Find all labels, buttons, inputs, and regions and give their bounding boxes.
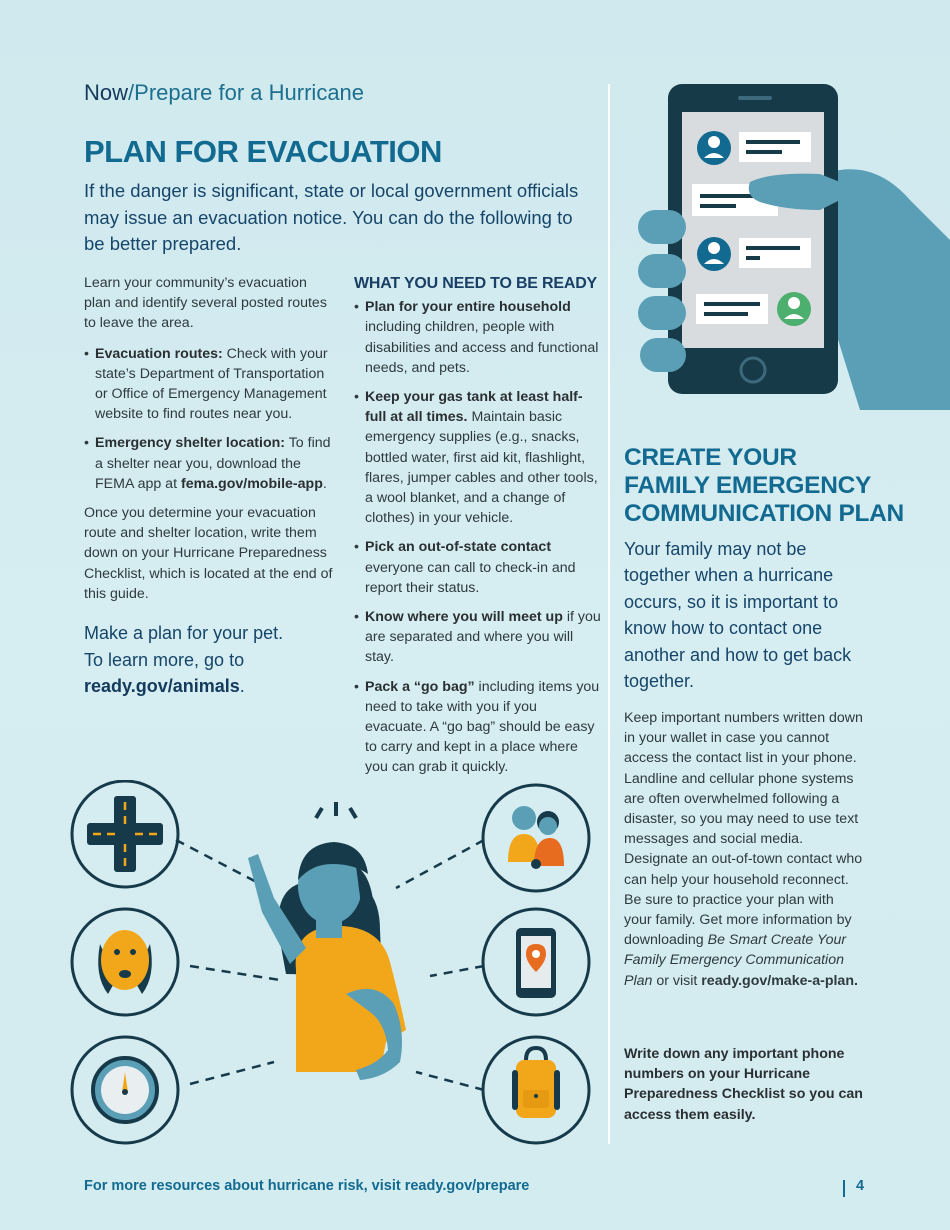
page-title: PLAN FOR EVACUATION bbox=[84, 134, 442, 169]
bullet-text: including children, people with disabilities and access and functional needs, and pets. bbox=[365, 319, 599, 376]
intro-paragraph: If the danger is significant, state or local government officials may issue an evacuation notice. You can do the following to be better prepared. bbox=[84, 180, 579, 254]
comm-body-tail: . bbox=[853, 972, 858, 989]
page-number: 4 bbox=[856, 1178, 865, 1194]
bullet-bold: Pack a “go bag” bbox=[365, 678, 475, 695]
comm-body-text: Keep important numbers written down in your wallet in case you cannot access the contact list in your phone. Landline and cellular phone systems are often overwhelmed following a disaster, so you may need to use text messages and social media. Designate an out-of-town contact who can help your household reconnect. Be sure to practice your plan with your family. Get more information by downloading bbox=[624, 710, 863, 949]
evacuation-illustration bbox=[60, 780, 600, 1150]
smartphone-chat-icon bbox=[620, 80, 950, 410]
pet-line-2: To learn more, go to bbox=[84, 649, 245, 670]
breadcrumb-separator: / bbox=[128, 80, 135, 105]
communication-body bbox=[624, 708, 864, 991]
list-item bbox=[354, 537, 602, 598]
bullet-bold: Keep your gas tank at least half-full at all times. bbox=[365, 389, 583, 426]
pet-callout bbox=[84, 620, 334, 700]
bullet-bold: Know where you will meet up bbox=[365, 609, 563, 626]
comm-body-mid: or visit bbox=[652, 972, 702, 989]
communication-intro: Your family may not be together when a hurricane occurs, so it is important to know how to contact one another and how to get back together. bbox=[624, 539, 852, 692]
list-item bbox=[84, 433, 334, 494]
communication-note: Write down any important phone numbers on your Hurricane Preparedness Checklist so you can access them easily. bbox=[624, 1046, 863, 1123]
bullet-text: To find a shelter near you, download the FEMA app at bbox=[95, 435, 331, 492]
page-number-separator bbox=[843, 1180, 845, 1197]
bullet-text: Check with your state’s Department of Transportation or Office of Emergency Management website to find routes near you. bbox=[95, 345, 328, 423]
bullet-bold: Pick an out-of-state contact bbox=[365, 539, 552, 556]
road-crossing-icon bbox=[72, 781, 178, 887]
left-column bbox=[84, 273, 334, 700]
ready-heading: WHAT YOU NEED TO BE READY bbox=[354, 275, 598, 292]
communication-heading bbox=[624, 444, 924, 528]
list-item bbox=[354, 607, 602, 668]
pet-tail: . bbox=[239, 676, 245, 697]
column-divider bbox=[608, 84, 610, 1144]
list-item bbox=[354, 297, 602, 378]
left-bullet-list bbox=[84, 344, 334, 494]
ready-animals-link[interactable]: ready.gov/animals bbox=[84, 676, 240, 697]
bullet-tail: . bbox=[322, 475, 327, 492]
make-a-plan-link[interactable]: ready.gov/make-a-plan bbox=[701, 972, 854, 989]
pet-line-1: Make a plan for your pet. bbox=[84, 623, 284, 644]
breadcrumb bbox=[84, 80, 364, 106]
left-closing: Once you determine your evacuation route and shelter location, write them down on your Hurricane Preparedness Checklist, which is located at the end of this guide. bbox=[84, 505, 333, 602]
bullet-text: if you are separated and where you will stay. bbox=[365, 609, 601, 666]
comm-heading-line: FAMILY EMERGENCY bbox=[624, 472, 872, 499]
bullet-text: everyone can call to check-in and report their status. bbox=[365, 559, 576, 596]
comm-heading-line: CREATE YOUR bbox=[624, 444, 797, 471]
list-item bbox=[354, 387, 602, 528]
fuel-gauge-icon bbox=[72, 1037, 178, 1143]
phone-map-icon bbox=[483, 909, 589, 1015]
bullet-text: Maintain basic emergency supplies (e.g., snacks, bottled water, first aid kit, flashlight, flares, jumper cables and other tools, a wool blanket, and a change of clothes) in your vehicle. bbox=[365, 409, 598, 527]
bullet-bold: Evacuation routes: bbox=[95, 345, 223, 362]
ready-bullet-list bbox=[354, 297, 602, 777]
woman-pointing-icon bbox=[248, 802, 406, 1080]
breadcrumb-secondary: Prepare for a Hurricane bbox=[134, 80, 365, 105]
comm-heading-line: COMMUNICATION PLAN bbox=[624, 500, 904, 527]
breadcrumb-primary: Now bbox=[84, 80, 129, 105]
bullet-text: including items you need to take with you if you evacuate. A “go bag” should be easy to carry and kept in a place where you can grab it quickly. bbox=[365, 678, 600, 776]
comm-plan-title: Be Smart Create Your Family Emergency Communication Plan bbox=[624, 932, 847, 989]
dog-icon bbox=[72, 909, 178, 1015]
bullet-bold: Emergency shelter location: bbox=[95, 435, 286, 452]
backpack-icon bbox=[483, 1037, 589, 1143]
bullet-bold: Plan for your entire household bbox=[365, 299, 571, 316]
family-contact-icon bbox=[483, 785, 589, 891]
ready-column bbox=[354, 274, 602, 787]
list-item bbox=[84, 344, 334, 425]
footer-resources-text: For more resources about hurricane risk, visit ready.gov/prepare bbox=[84, 1178, 530, 1194]
left-lead: Learn your community’s evacuation plan and identify several posted routes to leave the area. bbox=[84, 275, 327, 332]
list-item bbox=[354, 677, 602, 778]
fema-app-link[interactable]: fema.gov/mobile-app bbox=[180, 475, 323, 492]
